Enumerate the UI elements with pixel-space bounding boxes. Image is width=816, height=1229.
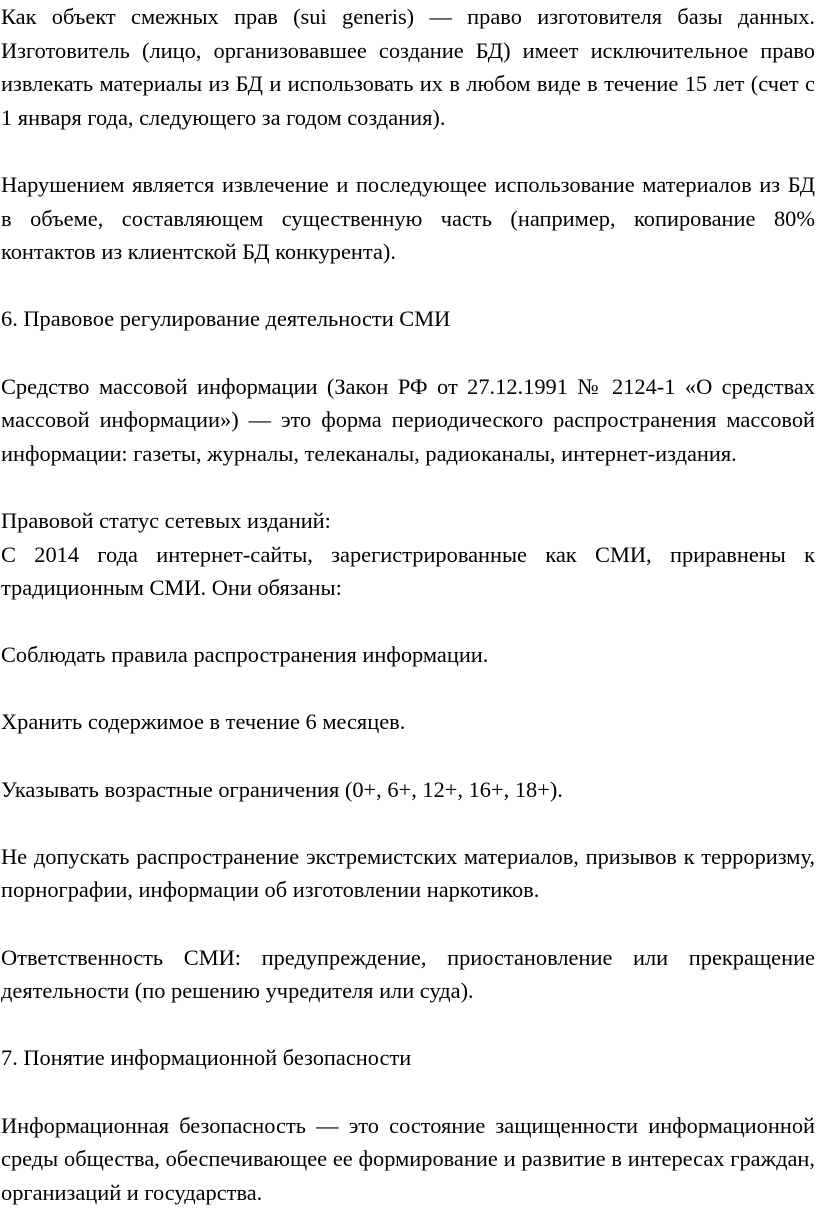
spacer <box>1 605 815 639</box>
section-heading-7: 7. Понятие информационной безопасности <box>1 1045 412 1071</box>
paragraph-network-status-title: Правовой статус сетевых изданий: <box>1 507 331 533</box>
spacer <box>1 269 815 303</box>
spacer <box>1 1008 815 1042</box>
spacer <box>1 470 815 504</box>
obligation-item-2: Хранить содержимое в течение 6 месяцев. <box>1 709 406 735</box>
paragraph-media-definition: Средство массовой информации (Закон РФ от 27.12.1991 № 2124-1 «О средствах массовой информации») — это форма периодического распространения массовой информации: газеты, журналы, телеканалы, радиоканалы, интернет-издания. <box>1 373 815 466</box>
spacer <box>1 1075 815 1109</box>
paragraph-info-security-definition: Информационная безопасность — это состояние защищенности информационной среды общества, обеспечивающее ее формирование и развитие в интересах граждан, организаций и государства. <box>1 1112 815 1205</box>
paragraph-media-liability: Ответственность СМИ: предупреждение, приостановление или прекращение деятельности (по решению учредителя или суда). <box>1 944 815 1004</box>
obligation-item-4: Не допускать распространение экстремистских материалов, призывов к терроризму, порнографии, информации об изготовлении наркотиков. <box>1 843 815 903</box>
spacer <box>1 672 815 706</box>
spacer <box>1 134 815 168</box>
obligation-item-3: Указывать возрастные ограничения (0+, 6+, 12+, 16+, 18+). <box>1 776 563 802</box>
obligation-item-1: Соблюдать правила распространения информации. <box>1 642 489 668</box>
spacer <box>1 739 815 773</box>
spacer <box>1 907 815 941</box>
paragraph-network-status-body: С 2014 года интернет-сайты, зарегистрированные как СМИ, приравнены к традиционным СМИ. Они обязаны: <box>1 541 815 601</box>
paragraph-infringement: Нарушением является извлечение и последующее использование материалов из БД в объеме, составляющем существенную часть (например, копирование 80% контактов из клиентской БД конкурента). <box>1 171 815 265</box>
section-heading-6: 6. Правовое регулирование деятельности СМИ <box>1 306 451 332</box>
spacer <box>1 336 815 370</box>
spacer <box>1 806 815 840</box>
paragraph-database-rights: Как объект смежных прав (sui generis) — право изготовителя базы данных. Изготовитель (лицо, организовавшее создание БД) имеет исключительное право извлекать материалы из БД и использовать их в любом виде в течение 15 лет (счет с 1 января года, следующего за годом создания). <box>1 4 815 130</box>
